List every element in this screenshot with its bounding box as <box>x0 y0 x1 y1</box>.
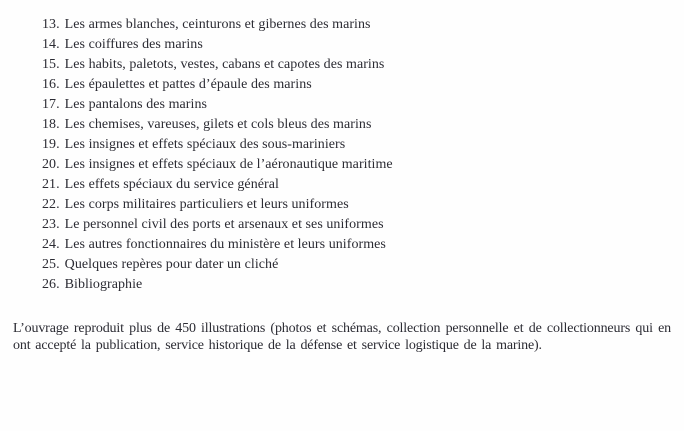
list-item-number: 17. <box>42 97 60 112</box>
list-item-text: Les coiffures des marins <box>64 37 203 52</box>
list-item-number: 14. <box>42 37 60 52</box>
list-item-number: 23. <box>42 217 60 232</box>
list-item <box>42 135 642 155</box>
list-item-number: 18. <box>42 117 60 132</box>
list-item-number: 20. <box>42 157 60 172</box>
list-item-number: 24. <box>42 237 60 252</box>
list-item <box>42 175 642 195</box>
list-item <box>42 95 642 115</box>
chapter-list <box>42 15 642 295</box>
list-item <box>42 15 642 35</box>
list-item-text: Quelques repères pour dater un cliché <box>64 257 279 272</box>
list-item-number: 26. <box>42 277 60 292</box>
list-item-text: Les insignes et effets spéciaux de l’aéronautique maritime <box>64 157 393 172</box>
list-item-number: 15. <box>42 57 60 72</box>
list-item-text: Les corps militaires particuliers et leurs uniformes <box>64 197 349 212</box>
list-item-text: Les épaulettes et pattes d’épaule des marins <box>64 77 312 92</box>
list-item-text: Les effets spéciaux du service général <box>64 177 279 192</box>
list-item <box>42 215 642 235</box>
list-item <box>42 275 642 295</box>
list-item <box>42 235 642 255</box>
list-item-text: Les chemises, vareuses, gilets et cols bleus des marins <box>64 117 372 132</box>
list-item-number: 19. <box>42 137 60 152</box>
list-item <box>42 155 642 175</box>
list-item-number: 16. <box>42 77 60 92</box>
list-item-text: Les autres fonctionnaires du ministère et leurs uniformes <box>64 237 386 252</box>
list-item <box>42 255 642 275</box>
description-paragraph: L’ouvrage reproduit plus de 450 illustrations (photos et schémas, collection personnelle et de collectionneurs qui en ont accepté la publication, service historique de la défense et service logistique de la marine). <box>13 321 671 353</box>
list-item <box>42 35 642 55</box>
list-item-text: Les armes blanches, ceinturons et gibernes des marins <box>64 17 371 32</box>
list-item <box>42 115 642 135</box>
list-item <box>42 195 642 215</box>
list-item-text: Les insignes et effets spéciaux des sous-mariniers <box>64 137 346 152</box>
list-item-text: Bibliographie <box>64 277 143 292</box>
list-item <box>42 55 642 75</box>
list-item-number: 21. <box>42 177 60 192</box>
list-item <box>42 75 642 95</box>
list-item-number: 25. <box>42 257 60 272</box>
list-item-number: 13. <box>42 17 60 32</box>
list-item-text: Les habits, paletots, vestes, cabans et capotes des marins <box>64 57 385 72</box>
list-item-text: Le personnel civil des ports et arsenaux et ses uniformes <box>64 217 384 232</box>
list-item-text: Les pantalons des marins <box>64 97 207 112</box>
list-item-number: 22. <box>42 197 60 212</box>
